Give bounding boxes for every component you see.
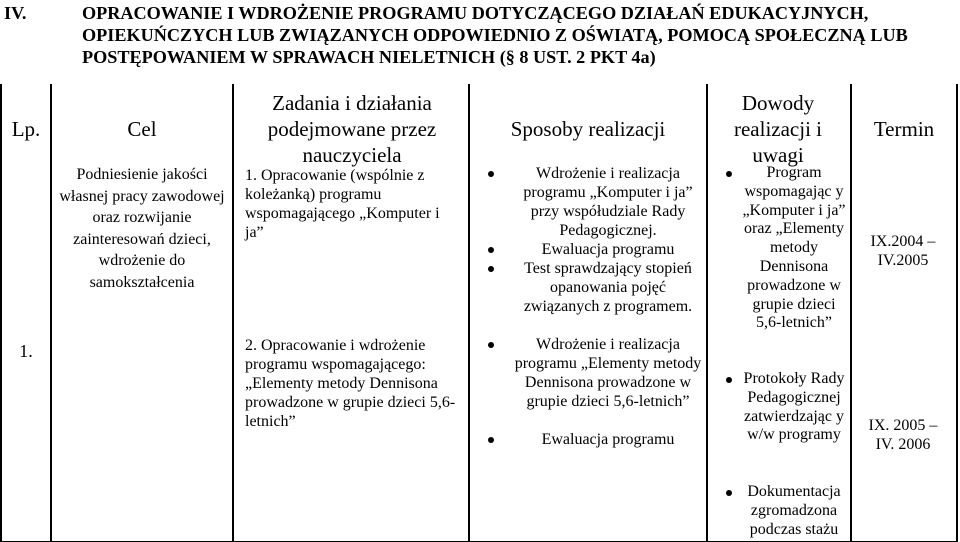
column-divider	[850, 84, 852, 542]
column-divider	[50, 84, 52, 542]
plan-table	[0, 84, 958, 542]
evidence-list	[740, 164, 848, 539]
header-zadania: Zadania i działania podejmowane przez nauczyciela	[267, 91, 437, 167]
list-item	[494, 335, 702, 430]
evidence-text: Protokoły Rady Pedagogicznej zatwierdzając y w/w programy	[743, 370, 845, 444]
method-text: Ewaluacja programu	[541, 241, 675, 258]
bullet-icon	[726, 490, 732, 496]
heading-line-1: OPRACOWANIE I WDROŻENIE PROGRAMU DOTYCZĄCEGO DZIAŁAŃ EDUKACYJNYCH,	[82, 3, 869, 23]
methods-list	[494, 164, 702, 449]
term-2: IX. 2005 – IV. 2006	[868, 417, 938, 453]
row-cel: Podniesienie jakości własnej pracy zawodowej oraz rozwijanie zainteresowań dzieci, wdrożenie do samokształcenia	[59, 166, 225, 291]
bullet-icon	[726, 171, 732, 177]
heading-line-3: POSTĘPOWANIEM W SPRAWACH NIELETNICH (§ 8 UST. 2 PKT 4a)	[82, 47, 656, 67]
evidence-text: Program wspomagając y „Komputer i ja” oraz „Elementy metody Dennisona prowadzone w grupie dzieci 5,6-letnich”	[742, 164, 846, 332]
list-item	[494, 240, 702, 259]
list-item	[740, 164, 848, 370]
list-item	[494, 164, 702, 240]
list-item	[740, 370, 848, 483]
evidence-text: Dokumentacja zgromadzona podczas stażu	[747, 483, 841, 538]
column-divider	[468, 84, 470, 542]
task-1: 1. Opracowanie (wspólnie z koleżanką) programu wspomagającego „Komputer i ja”	[245, 167, 440, 241]
table-border-left	[0, 84, 2, 542]
header-sposoby: Sposoby realizacji	[510, 117, 666, 141]
table-border-right	[956, 84, 958, 542]
bullet-icon	[488, 342, 494, 348]
section-number: IV.	[4, 3, 27, 23]
bullet-icon	[488, 247, 494, 253]
method-text: Wdrożenie i realizacja programu „Komputer i ja” przy współudziale Rady Pedagogicznej.	[523, 165, 693, 239]
column-divider	[706, 84, 708, 542]
bullet-icon	[488, 266, 494, 272]
bullet-icon	[488, 171, 494, 177]
term-1: IX.2004 – IV.2005	[870, 233, 936, 269]
row-lp: 1.	[19, 341, 33, 361]
header-cel: Cel	[127, 117, 157, 141]
list-item	[740, 483, 848, 539]
task-2: 2. Opracowanie i wdrożenie programu wspomagającego: „Elementy metody Dennisona prowadzone w grupie dzieci 5,6-letnich”	[245, 337, 456, 430]
column-divider	[232, 84, 234, 542]
bullet-icon	[488, 437, 494, 443]
header-lp: Lp.	[11, 117, 41, 141]
list-item	[494, 430, 702, 449]
heading-line-2: OPIEKUŃCZYCH LUB ZWIĄZANYCH ODPOWIEDNIO Z OŚWIATĄ, POMOCĄ SPOŁECZNĄ LUB	[82, 25, 908, 45]
bullet-icon	[726, 377, 732, 383]
header-dowody: Dowody realizacji i uwagi	[733, 91, 823, 167]
method-text: Ewaluacja programu	[541, 431, 675, 448]
list-item	[494, 259, 702, 335]
method-text: Wdrożenie i realizacja programu „Elementy metody Dennisona prowadzone w grupie dzieci 5,6-letnich”	[514, 336, 702, 410]
section-heading	[4, 2, 954, 68]
method-text: Test sprawdzający stopień opanowania pojęć związanych z programem.	[523, 260, 693, 315]
header-termin: Termin	[873, 117, 935, 141]
